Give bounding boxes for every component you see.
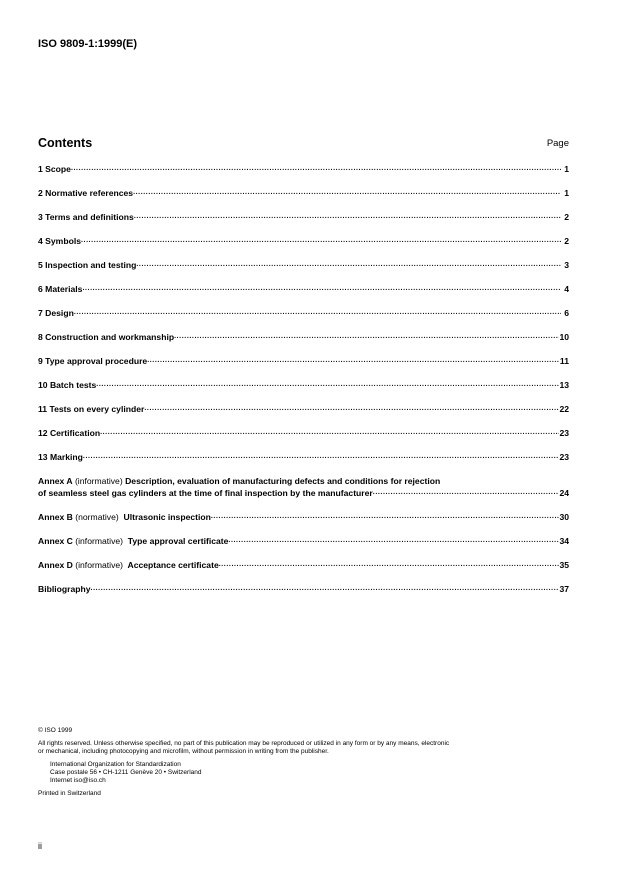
- toc-entry-symbols[interactable]: 4 Symbols ..... 2: [38, 236, 569, 246]
- toc-entry-bibliography[interactable]: Bibliography ..... 37: [38, 584, 569, 594]
- page-column-label: Page: [546, 138, 569, 149]
- toc-entry-design[interactable]: 7 Design ..... 6: [38, 308, 569, 318]
- rights-text-line-2: or mechanical, including photocopying and microfilm, without permission in writing from the publisher.: [38, 748, 329, 755]
- organization-name: International Organization for Standardization: [50, 761, 181, 768]
- copyright-footer: [38, 727, 578, 798]
- organization-address: Case postale 56 • CH-1211 Genève 20 • Switzerland: [50, 769, 202, 776]
- toc-entry-annex-c[interactable]: Annex C (informative) Type approval certificate ..... 34: [38, 536, 569, 546]
- toc-entry-annex-a[interactable]: Annex A (informative) Description, evaluation of manufacturing defects and conditions for rejection of seamless steel gas cylinders at the time of final inspection by the manufacturer ..... 24: [38, 476, 569, 498]
- toc-entry-construction-and-workmanship[interactable]: 8 Construction and workmanship ..... 10: [38, 332, 569, 342]
- toc-entry-type-approval-procedure[interactable]: 9 Type approval procedure ..... 11: [38, 356, 569, 366]
- toc-entry-materials[interactable]: 6 Materials ..... 4: [38, 284, 569, 294]
- toc-entry-certification[interactable]: 12 Certification ..... 23: [38, 428, 569, 438]
- printed-in: Printed in Switzerland: [38, 790, 101, 797]
- toc-entry-annex-b[interactable]: Annex B (normative) Ultrasonic inspection ..... 30: [38, 512, 569, 522]
- rights-text-line-1: All rights reserved. Unless otherwise specified, no part of this publication may be reproduced or utilized in any form or by any means, electronic: [38, 740, 450, 747]
- copyright-line: © ISO 1999: [38, 727, 73, 734]
- toc-entry-inspection-and-testing[interactable]: 5 Inspection and testing ..... 3: [38, 260, 569, 270]
- toc-entry-tests-on-every-cylinder[interactable]: 11 Tests on every cylinder ..... 22: [38, 404, 569, 414]
- toc-entry-batch-tests[interactable]: 10 Batch tests ..... 13: [38, 380, 569, 390]
- contents-heading: Contents: [38, 136, 93, 150]
- toc-entry-annex-d[interactable]: Annex D (informative) Acceptance certificate ..... 35: [38, 560, 569, 570]
- document-id: ISO 9809-1:1999(E): [38, 38, 138, 50]
- page-number: ii: [38, 841, 42, 851]
- toc-entry-normative-references[interactable]: 2 Normative references ..... 1: [38, 188, 569, 198]
- toc-entry-terms-and-definitions[interactable]: 3 Terms and definitions ..... 2: [38, 212, 569, 222]
- organization-internet: Internet iso@iso.ch: [50, 777, 106, 784]
- toc-entry-marking[interactable]: 13 Marking ..... 23: [38, 452, 569, 462]
- table-of-contents: [38, 164, 569, 608]
- toc-entry-scope[interactable]: 1 Scope ..... 1: [38, 164, 569, 174]
